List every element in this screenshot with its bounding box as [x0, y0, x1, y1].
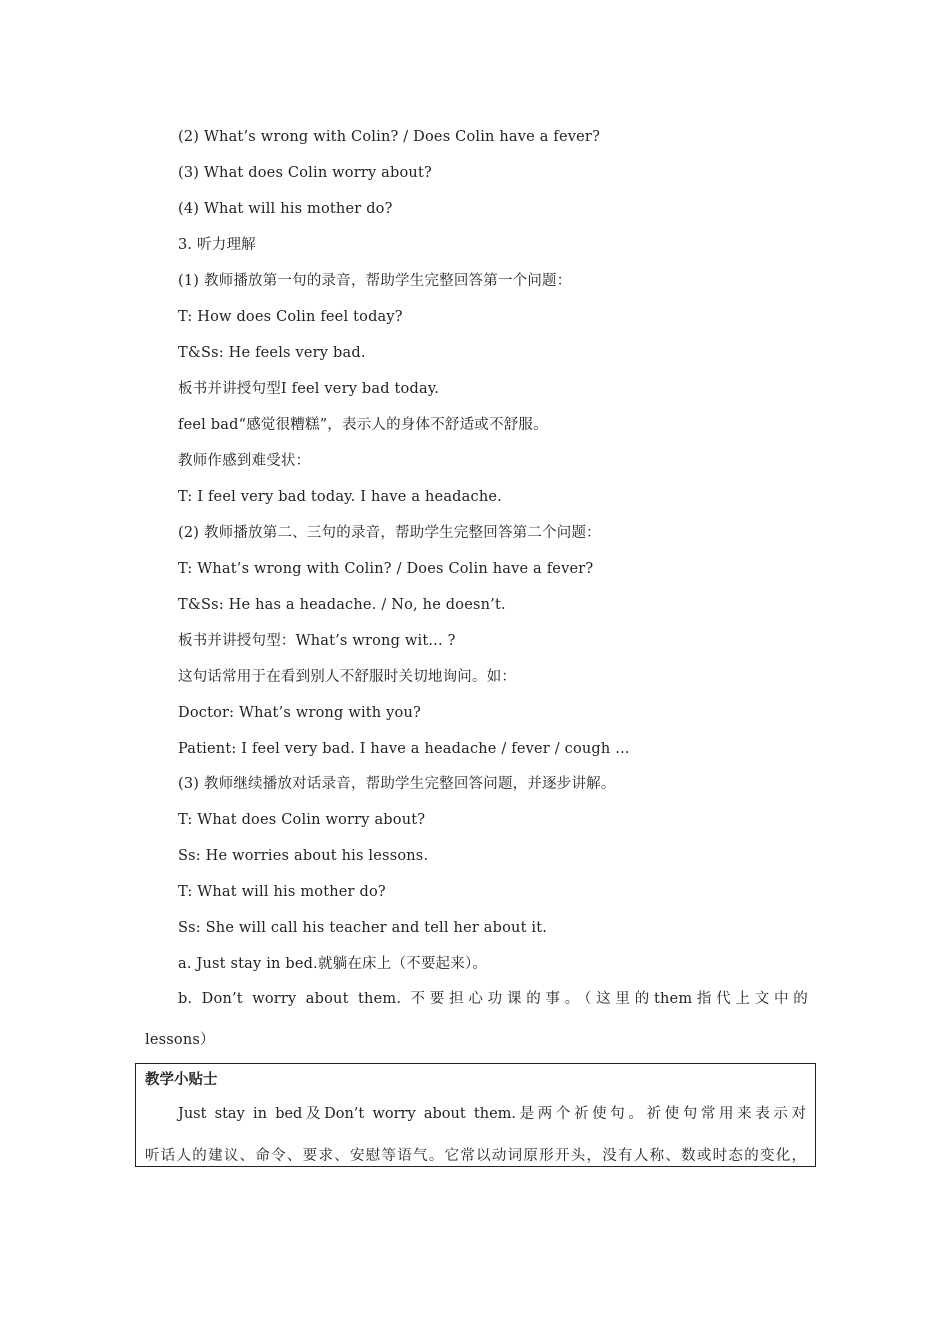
dialogue-line: T: How does Colin feel today?	[178, 309, 403, 325]
dialogue-line: T: What will his mother do?	[178, 884, 386, 900]
explanation-a: a. Just stay in bed.就躺在床上（不要起来）。	[178, 956, 488, 972]
step-2: (2) 教师播放第二、三句的录音，帮助学生完整回答第二个问题：	[178, 525, 601, 541]
explanation-b: b. Don’t worry about them. 不要担心功课的事。（这里的them指代上文中的	[178, 991, 808, 1007]
dialogue-line: Ss: He worries about his lessons.	[178, 848, 429, 864]
tip-text-line-2: 听话人的建议、命令、要求、安慰等语气。它常以动词原形开头，没有人称、数或时态的变化，	[145, 1148, 806, 1164]
dialogue-line: T: What does Colin worry about?	[178, 812, 426, 828]
dialogue-line: T: What’s wrong with Colin? / Does Colin have a fever?	[178, 561, 594, 577]
dialogue-line: T&Ss: He feels very bad.	[178, 345, 366, 361]
question-4: (4) What will his mother do?	[178, 201, 393, 217]
section-heading: 3. 听力理解	[178, 237, 256, 253]
dialogue-line: Patient: I feel very bad. I have a headache / fever / cough ...	[178, 741, 630, 757]
note-line: feel bad“感觉很糟糕”，表示人的身体不舒适或不舒服。	[178, 417, 548, 433]
question-3: (3) What does Colin worry about?	[178, 165, 432, 181]
question-2: (2) What’s wrong with Colin? / Does Colin have a fever?	[178, 129, 601, 145]
dialogue-line: T&Ss: He has a headache. / No, he doesn’t.	[178, 597, 506, 613]
tip-title: 教学小贴士	[145, 1072, 218, 1088]
note-line: 教师作感到难受状：	[178, 453, 311, 469]
tip-text-line-1: Just stay in bed及Don’t worry about them.是两个祈使句。祈使句常用来表示对	[178, 1106, 806, 1122]
step-1: (1) 教师播放第一句的录音，帮助学生完整回答第一个问题：	[178, 273, 572, 289]
explanation-b-continued: lessons）	[145, 1032, 215, 1048]
dialogue-line: Ss: She will call his teacher and tell her about it.	[178, 920, 548, 936]
dialogue-line: Doctor: What’s wrong with you?	[178, 705, 421, 721]
dialogue-line: T: I feel very bad today. I have a headache.	[178, 489, 502, 505]
note-line: 这句话常用于在看到别人不舒服时关切地询问。如：	[178, 669, 517, 685]
teaching-tip-box	[135, 1063, 816, 1167]
note-line: 板书并讲授句型：What’s wrong wit... ?	[178, 633, 456, 649]
note-line: 板书并讲授句型I feel very bad today.	[178, 381, 440, 397]
step-3: (3) 教师继续播放对话录音，帮助学生完整回答问题，并逐步讲解。	[178, 776, 616, 792]
